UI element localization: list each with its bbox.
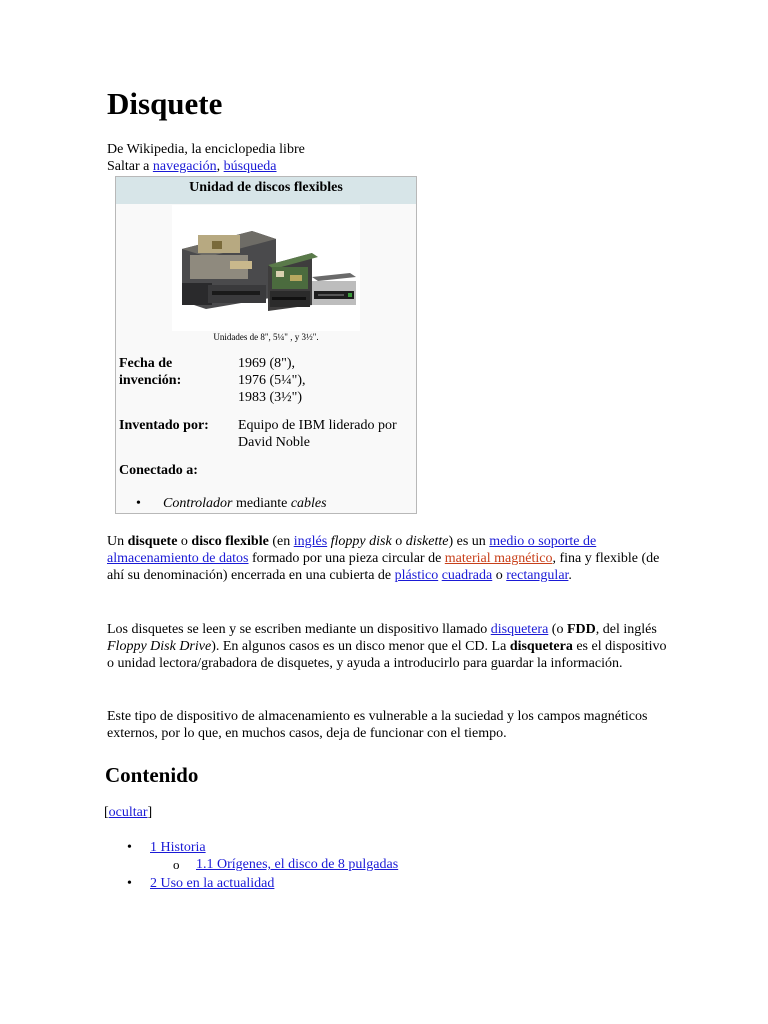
bullet-icon: • <box>136 496 141 511</box>
row-label: Inventado por: <box>119 418 209 433</box>
text: ). En algunos casos es un disco menor que el CD. La <box>211 639 510 654</box>
paragraph-vulnerability: Este tipo de dispositivo de almacenamiento es vulnerable a la suciedad y los campos magnéticos externos, por lo que, en muchos casos, deja de funcionar con el tiempo. <box>107 709 648 741</box>
value-line: Equipo de IBM liderado por <box>238 418 397 433</box>
link-ingles[interactable]: inglés <box>293 534 328 549</box>
infobox-title: Unidad de discos flexibles <box>116 177 416 204</box>
value-line: 1983 (3½") <box>238 390 303 405</box>
text: o <box>177 534 192 549</box>
list-item-text <box>163 495 327 512</box>
link-rectangular[interactable]: rectangular <box>506 568 569 583</box>
bullet-icon: • <box>127 840 132 855</box>
list-part2: mediante <box>232 496 291 511</box>
jump-prefix: Saltar a <box>107 159 153 174</box>
list-part3: cables <box>290 496 327 511</box>
paragraph-reading <box>107 621 667 672</box>
paragraph-intro <box>107 533 667 584</box>
value-line: 1976 (5¼"), <box>238 373 306 388</box>
link-plastico[interactable]: plástico <box>394 568 439 583</box>
text: o <box>492 568 507 583</box>
row-label: Fecha de invención: <box>119 356 182 388</box>
text: , fina y flexible (de ahí su denominación) encerrada en una cubierta de <box>107 551 660 583</box>
toc-item-historia[interactable]: 1 Historia <box>150 840 206 855</box>
bold-term: disquetera <box>509 639 573 654</box>
toc-heading: Contenido <box>105 763 199 787</box>
circle-bullet-icon: o <box>173 857 180 872</box>
row-label: Conectado a: <box>119 463 198 478</box>
italic-term: diskette <box>405 534 449 549</box>
bracket: ] <box>147 805 153 820</box>
image-caption: Unidades de 8", 5¼" , y 3½". <box>213 332 319 342</box>
jump-links <box>107 158 277 175</box>
bracket: [ <box>104 805 109 820</box>
search-link[interactable]: búsqueda <box>223 159 277 174</box>
hide-toc-link[interactable]: ocultar <box>108 805 148 820</box>
bold-term: FDD <box>566 622 596 637</box>
italic-term: Floppy Disk Drive <box>107 639 212 654</box>
text: , del inglés <box>595 622 657 637</box>
text: (o <box>548 622 567 637</box>
infobox <box>115 176 417 514</box>
list-part1: Controlador <box>163 496 233 511</box>
bold-term: disco flexible <box>191 534 269 549</box>
navigation-link[interactable]: navegación <box>152 159 217 174</box>
floppy-drives-icon <box>172 205 360 331</box>
row-value <box>238 417 412 451</box>
value-line: 1969 (8"), <box>238 356 296 371</box>
text: Los disquetes se leen y se escriben mediante un dispositivo llamado <box>107 622 491 637</box>
floppy-drives-image[interactable] <box>172 205 360 331</box>
text: o <box>391 534 406 549</box>
link-disquetera[interactable]: disquetera <box>490 622 549 637</box>
toc-toggle <box>104 804 152 821</box>
bold-term: disquete <box>127 534 178 549</box>
site-subtitle: De Wikipedia, la enciclopedia libre <box>107 142 305 157</box>
bullet-icon: • <box>127 876 132 891</box>
text: ) es un <box>448 534 490 549</box>
jump-separator: , <box>216 159 224 174</box>
link-medio-almacenamiento[interactable]: medio o soporte de almacenamiento de datos <box>107 534 597 566</box>
page-title: Disquete <box>107 86 223 121</box>
link-cuadrada[interactable]: cuadrada <box>441 568 493 583</box>
text: formado por una pieza circular de <box>248 551 445 566</box>
text: Un <box>107 534 128 549</box>
toc-item-uso-actualidad[interactable]: 2 Uso en la actualidad <box>150 876 275 891</box>
link-material-magnetico[interactable]: material magnético <box>444 551 553 566</box>
text: . <box>568 568 572 583</box>
row-value <box>238 355 412 406</box>
toc-item-origenes[interactable]: 1.1 Orígenes, el disco de 8 pulgadas <box>196 857 399 872</box>
value-line: David Noble <box>238 435 310 450</box>
text: es el dispositivo o unidad lectora/grabadora de disquetes, y ayuda a introducirlo para guardar la información. <box>107 639 667 671</box>
italic-term: floppy disk <box>330 534 392 549</box>
text: (en <box>268 534 294 549</box>
